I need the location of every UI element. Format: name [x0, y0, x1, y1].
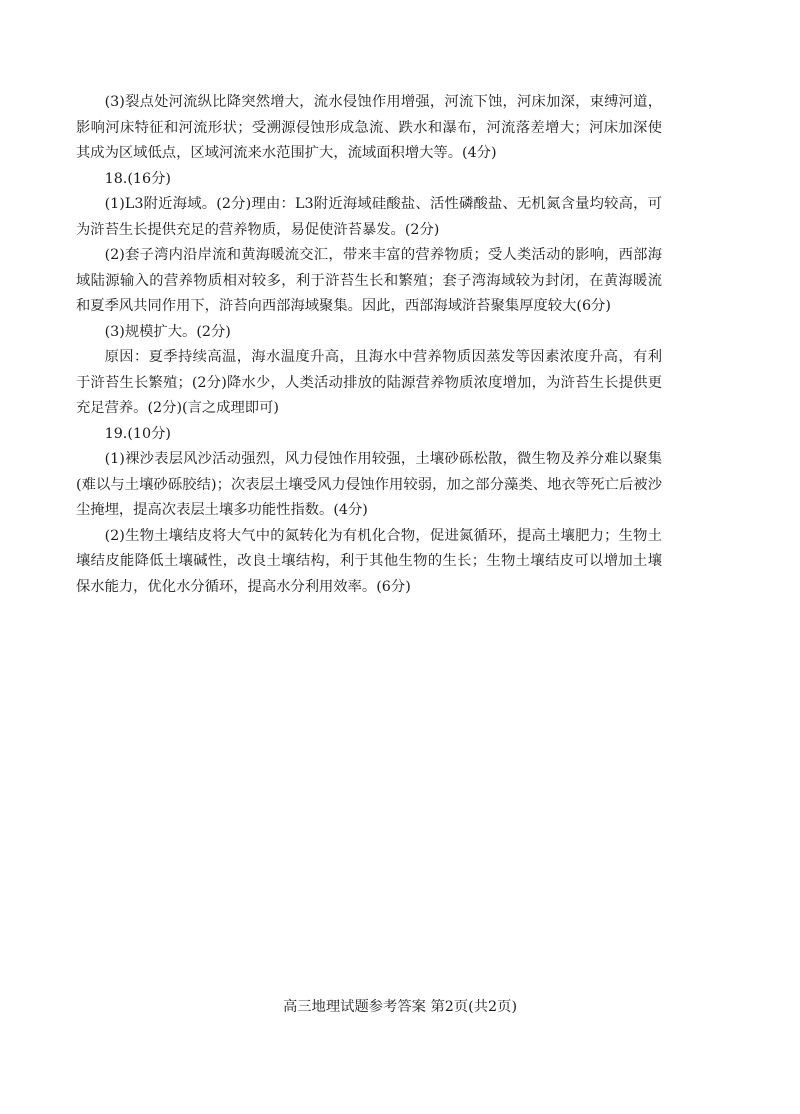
question-18-heading: 18.(16分)	[104, 170, 171, 187]
answer-q18-part2: (2)套子湾内沿岸流和黄海暖流交汇，带来丰富的营养物质；受人类活动的影响，西部海域陆源输入的营养物质相对较多，利于浒苔生长和繁殖；套子湾海域较为封闭，在黄海暖流和夏季风共同作用下，浒苔向西部海域聚集。因此，西部海域浒苔聚集厚度较大(6分)	[76, 247, 662, 314]
question-19-heading: 19.(10分)	[104, 425, 171, 442]
answer-content	[76, 90, 662, 600]
page-footer: 高三地理试题参考答案 第2页(共2页)	[282, 999, 518, 1015]
answer-q17-part3: (3)裂点处河流纵比降突然增大，流水侵蚀作用增强，河流下蚀，河床加深，束缚河道，影响河床特征和河流形状；受溯源侵蚀形成急流、跌水和瀑布，河流落差增大；河床加深使其成为区域低点，区域河流来水范围扩大，流域面积增大等。(4分)	[76, 94, 662, 161]
answer-q19-part2: (2)生物土壤结皮将大气中的氮转化为有机化合物，促进氮循环，提高土壤肥力；生物土壤结皮能降低土壤碱性，改良土壤结构，利于其他生物的生长；生物土壤结皮可以增加土壤保水能力，优化水分循环，提高水分利用效率。(6分)	[76, 527, 662, 595]
answer-q18-part1: (1)L3附近海域。(2分)理由：L3附近海域硅酸盐、活性磷酸盐、无机氮含量均较高，可为浒苔生长提供充足的营养物质，易促使浒苔暴发。(2分)	[76, 196, 662, 238]
answer-q19-part1: (1)裸沙表层风沙活动强烈，风力侵蚀作用较强，土壤砂砾松散，微生物及养分难以聚集(难以与土壤砂砾胶结)；次表层土壤受风力侵蚀作用较弱，加之部分藻类、地衣等死亡后被沙尘掩埋，提高次表层土壤多功能性指数。(4分)	[76, 451, 662, 518]
answer-q18-part3: (3)规模扩大。(2分)	[104, 323, 231, 340]
answer-q18-part3-reason: 原因：夏季持续高温，海水温度升高，且海水中营养物质因蒸发等因素浓度升高，有利于浒苔生长繁殖；(2分)降水少，人类活动排放的陆源营养物质浓度增加，为浒苔生长提供更充足营养。(2分)(言之成理即可)	[76, 349, 662, 416]
